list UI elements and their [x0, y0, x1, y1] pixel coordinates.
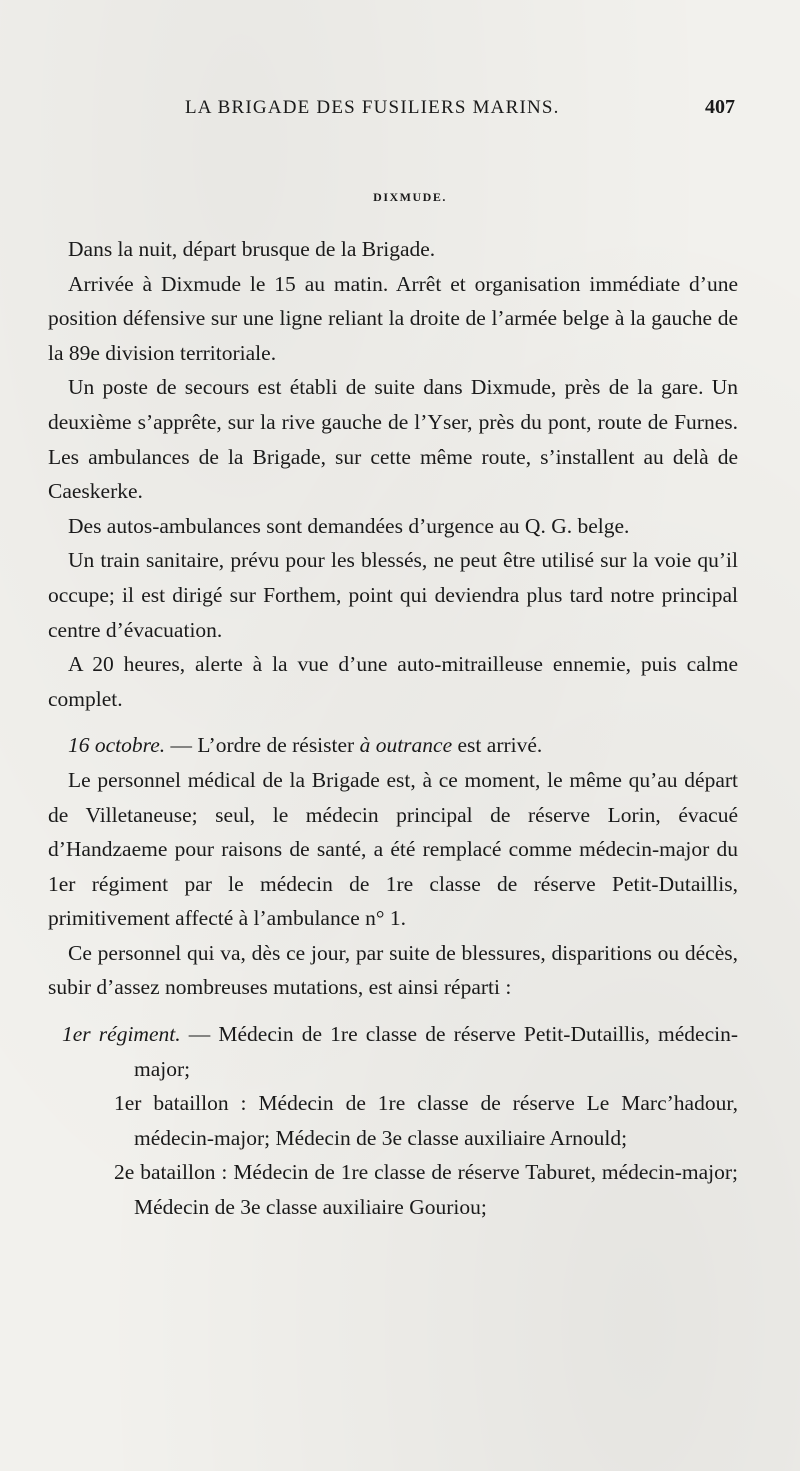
list-item-text: — Médecin de 1re classe de réserve Petit-Dutaillis, médecin-major; — [134, 1022, 738, 1081]
entry-text-after: est arrivé. — [452, 733, 543, 758]
list-item-text: Médecin de 1re classe de réserve Le Marc’hadour, médecin-major; Médecin de 3e classe auxiliaire Arnould; — [134, 1091, 738, 1150]
entry-dash: — — [165, 733, 198, 758]
paragraph: Un poste de secours est établi de suite dans Dixmude, près de la gare. Un deuxième s’apprête, sur la rive gauche de l’Yser, près du pont, route de Furnes. Les ambulances de la Brigade, sur cette même route, s’installent au delà de Caeskerke. — [48, 375, 738, 504]
paragraph: Arrivée à Dixmude le 15 au matin. Arrêt et organisation immédiate d’une position défensive sur une ligne reliant la droite de l’armée belge à la gauche de la 89e division territoriale. — [48, 271, 738, 365]
section-title: DIXMUDE. — [373, 190, 447, 204]
paragraph: Des autos-ambulances sont demandées d’urgence au Q. G. belge. — [68, 513, 630, 538]
running-head — [185, 96, 735, 119]
list-item — [48, 1086, 738, 1155]
list-item-text: Médecin de 1re classe de réserve Taburet, médecin-major; Médecin de 3e classe auxiliaire Gouriou; — [134, 1160, 738, 1220]
list-item-label: 2e bataillon : — [114, 1160, 228, 1185]
page-number: 407 — [705, 96, 735, 118]
paragraph: A 20 heures, alerte à la vue d’une auto-mitrailleuse ennemie, puis calme complet. — [48, 652, 738, 711]
paragraph: Ce personnel qui va, dès ce jour, par suite de blessures, disparitions ou décès, subir d’assez nombreuses mutations, est ainsi réparti : — [48, 940, 738, 1000]
list-item-label: 1er régiment. — [62, 1022, 181, 1047]
list-item — [48, 1155, 738, 1224]
list-item — [48, 1017, 738, 1086]
paragraph: Dans la nuit, départ brusque de la Brigade. — [68, 237, 436, 261]
entry-text-before: L’ordre de résister — [197, 733, 360, 758]
dated-entry — [48, 728, 738, 763]
paragraph: Un train sanitaire, prévu pour les blessés, ne peut être utilisé sur la voie qu’il occupe; il est dirigé sur Forthem, point qui deviendra plus tard notre principal centre d’évacuation. — [48, 548, 738, 642]
entry-date: 16 octobre. — [68, 733, 166, 758]
body-text — [48, 232, 738, 1225]
list-item-label: 1er bataillon : — [114, 1091, 247, 1116]
paragraph: Le personnel médical de la Brigade est, à ce moment, le même qu’au départ de Villetaneuse; seul, le médecin principal de réserve Lorin, évacué d’Handzaeme pour raisons de santé, a été remplacé comme médecin-major du 1er régiment par le médecin de 1re classe de réserve Petit-Dutaillis, primitivement affecté à l’ambulance n° 1. — [48, 767, 738, 931]
running-title: LA BRIGADE DES FUSILIERS MARINS. — [185, 97, 560, 118]
entry-emphasis: à outrance — [359, 733, 453, 758]
